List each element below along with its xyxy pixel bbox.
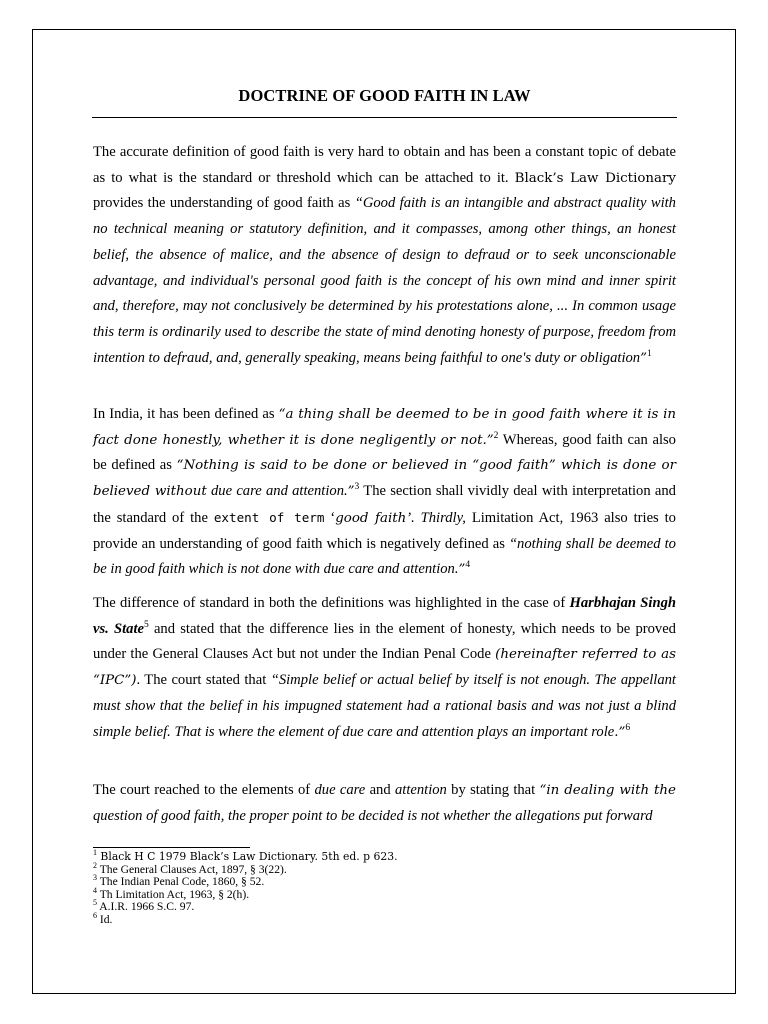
paragraph-3 [93,591,676,745]
footnote-number: 1 [93,848,97,858]
text-segment: “Simple belief or actual belief by itself is not enough. The appellant must show that the belief in his impugned statement had a rational basis and was not just a blind simple belief. That is where the element of due care and attention plays an important role [93,672,676,740]
footnote-text: Black H C 1979 Black’s Law Dictionary. 5th ed. p 623. [97,850,398,863]
text-segment: ” [640,350,647,366]
text-segment: . The court stated that [136,672,271,689]
document-title: DOCTRINE OF GOOD FAITH IN LAW [238,86,531,105]
footnote-number: 4 [93,885,97,895]
text-segment: Black’s Law Dictionary [514,170,676,186]
text-segment: “Good faith is an intangible and abstract quality with no technical meaning or statutory definition, and it compasses, among other things, an honest belief, the absence of malice, and the absence of design to defraud or to seek unconscionable advantage, and individual's personal good faith is the concept of his own mind and inner spirit and, therefore, may not conclusively be determined by his protestations alone, ... In common usage this term is ordinarily used to describe the state of mind denoting honesty of purpose, freedom from intention to defraud, and, generally speaking, means being faithful to one's duty or obligation [93,195,676,366]
footnote-text: Id. [97,912,113,926]
footnote-number: 2 [93,860,97,870]
footnote-item [93,898,676,914]
footnote-reference[interactable]: 6 [625,722,631,733]
text-segment: The accurate definition of good faith is very hard to obtain and has been a constant topic of debate as to what is the standard or threshold which can be attached to it. [93,144,676,186]
footnote-reference[interactable]: 4 [465,560,471,571]
text-segment: The difference of standard in both the definitions was highlighted in the case of [93,595,570,611]
paragraph-4 [93,778,676,829]
text-segment: “nothing shall be deemed to be in good faith which is not done with due care and attention. [93,535,676,578]
text-segment: ’. [406,509,421,526]
text-segment: (hereinafter referred to as “IPC”) [93,647,676,689]
footnote-item [93,911,676,927]
text-segment: question of good faith, the proper point to be decided is not whether the allegations put forward [93,807,653,824]
text-segment: ‘ [324,509,336,526]
footnote-text: Th Limitation Act, 1963, § 2(h). [97,887,250,901]
text-segment: Whereas, good faith can also be defined as [93,431,676,474]
text-segment: Thirdly, [420,509,466,526]
footnote-text: The Indian Penal Code, 1860, § 52. [97,875,265,889]
text-segment: “a thing shall be deemed to be in good faith where it is in fact done honestly, whether it is done negligently or not.” [93,407,676,448]
text-segment: Harbhajan Singh vs. State [93,595,677,637]
footnote-number: 6 [93,911,97,921]
footnote-reference[interactable]: 5 [144,619,149,630]
title-divider [92,117,677,118]
text-segment: by stating that [446,782,540,798]
text-segment: due care and attention. [206,483,348,500]
text-segment: In India, it has been defined as [93,406,279,422]
footnote-reference[interactable]: 1 [646,348,652,359]
text-segment: “in dealing with the [539,783,676,798]
text-segment: extent of term [213,509,325,525]
paragraph-2 [93,402,676,583]
footnote-divider [93,847,250,848]
paragraph-1 [93,140,676,371]
text-segment: ” [458,562,466,578]
text-segment: provides the understanding of good faith as [93,195,355,212]
text-segment: The section shall vividly deal with interpretation and the standard of the [93,483,676,526]
footnote-text: A.I.R. 1966 S.C. 97. [97,900,195,914]
footnote-number: 3 [93,873,97,883]
text-segment: due care [314,782,366,798]
text-segment: ” [347,484,355,500]
footnote-text: The General Clauses Act, 1897, § 3(22). [97,862,287,876]
text-segment: “Nothing is said to be done or believed in “good faith” which is done or believed without [93,458,676,500]
footnotes [93,848,676,927]
footnote-reference[interactable]: 3 [354,482,360,493]
text-segment: The court reached to the elements of [93,782,315,798]
text-segment: Limitation Act, 1963 also tries to provide an understanding of good faith which is negatively defined as [93,509,676,552]
footnote-number: 5 [93,898,97,908]
text-segment: .” [614,724,626,740]
text-segment: and stated that the difference lies in the element of honesty, which needs to be proved under the General Clauses Act but not under the Indian Penal Code [93,620,676,663]
text-segment: and [365,782,395,798]
text-segment: attention [394,782,447,798]
footnote-reference[interactable]: 2 [493,430,499,441]
text-segment: good faith [335,510,407,526]
